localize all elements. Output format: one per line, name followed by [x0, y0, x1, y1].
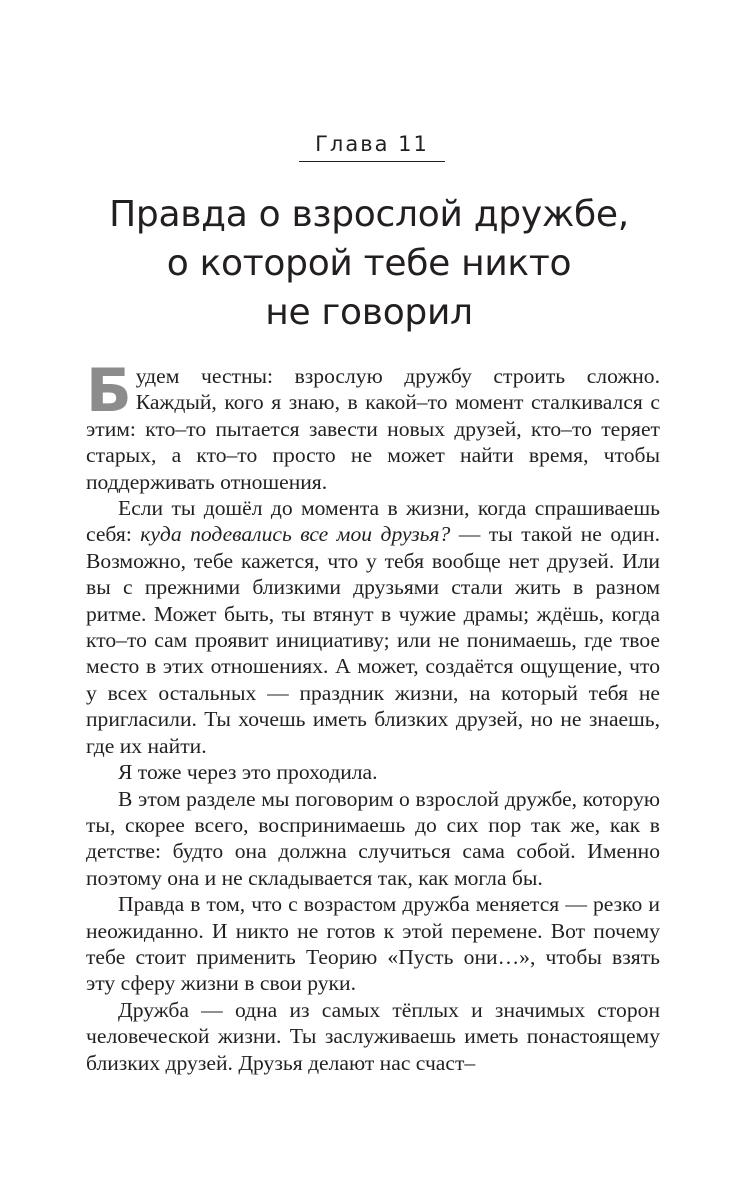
- paragraph-1: [86, 356, 660, 495]
- paragraph-4: В этом разделе мы поговорим о взрослой дружбе, которую ты, скорее всего, воспринимаешь до сих пор так же, как в детстве: будто она должна случиться сама собой. Именно поэтому она и не складывается так, как могла бы.: [86, 786, 660, 890]
- chapter-label: Глава 11: [315, 132, 429, 156]
- chapter-title-line-2: о которой тебе никто: [166, 243, 572, 284]
- chapter-title-line-1: Правда о взрослой дружбе,: [109, 194, 629, 235]
- chapter-body-text: [86, 356, 660, 1076]
- paragraph-1-text: удем честны: взрослую дружбу строить сложно. Каждый, кого я знаю, в какой–то момент сталкивался с этим: кто–то пытается завести новых друзей, кто–то теряет старых, а кто–то просто не может найти время, чтобы поддерживать отношения.: [86, 364, 660, 494]
- paragraph-6: Дружба — одна из самых тёплых и значимых сторон человеческой жизни. Ты заслуживаешь иметь понастоящему близких друзей. Друзья делают нас счаст–: [86, 997, 660, 1075]
- paragraph-2-text-start: Если ты дошёл до момента в жизни, когда спрашиваешь себя:: [86, 496, 660, 547]
- paragraph-5: Правда в том, что с возрастом дружба меняется — резко и неожиданно. И никто не готов к этой перемене. Вот почему тебе стоит применить Теорию «Пусть они…», чтобы взять эту сферу жизни в свои руки.: [86, 892, 660, 996]
- drop-cap-letter: Б: [86, 356, 132, 426]
- paragraph-2-text-end: — ты такой не один. Возможно, тебе кажется, что у тебя вообще нет друзей. Или вы с прежними близкими друзьями стали жить в разном ритме. Может быть, ты втянут в чужие драмы; ждёшь, когда кто–то сам проявит инициативу; или не понимаешь, где твое место в этих отношениях. А может, создаётся ощущение, что у всех остальных — праздник жизни, на который тебя не пригласили. Ты хочешь иметь близких друзей, но не знаешь, где их найти.: [86, 522, 660, 758]
- paragraph-2: [86, 495, 660, 759]
- chapter-title: [60, 190, 678, 337]
- paragraph-3: Я тоже через это проходила.: [118, 760, 378, 785]
- chapter-underline-divider: [299, 161, 445, 162]
- paragraph-2-italic-question: куда подевались все мои друзья?: [140, 522, 451, 547]
- chapter-title-line-3: не говорил: [265, 292, 473, 333]
